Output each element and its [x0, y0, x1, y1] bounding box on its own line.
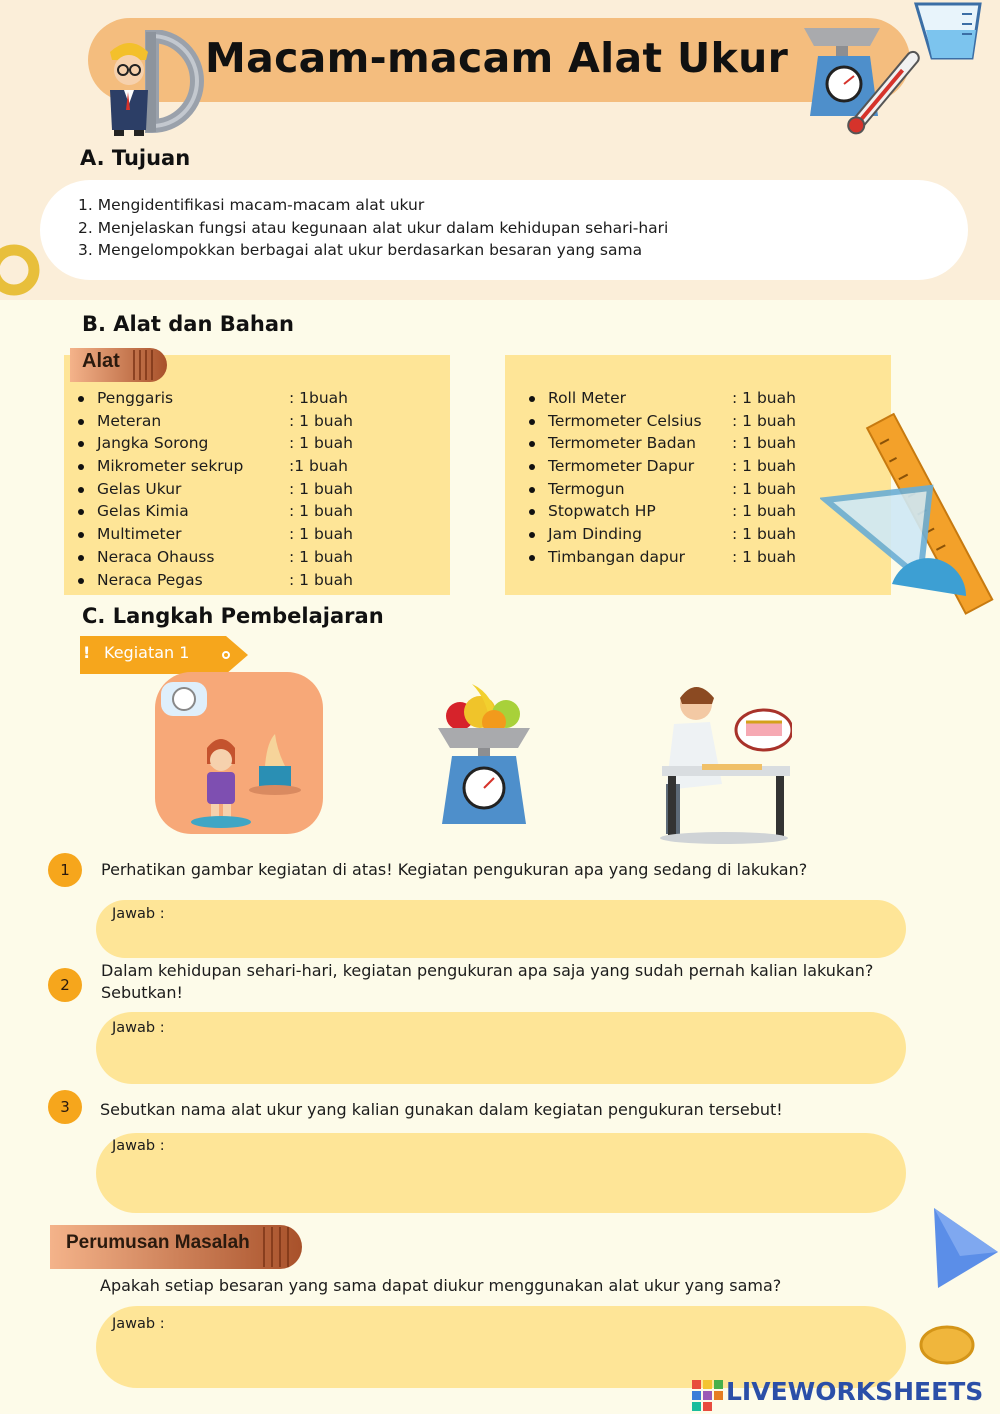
- tool-item: [97, 500, 427, 523]
- tool-quantity: : 1 buah: [732, 479, 796, 498]
- engineer-mascot-icon: [100, 30, 210, 138]
- question-text-3: Sebutkan nama alat ukur yang kalian gunakan dalam kegiatan pengukuran tersebut!: [100, 1100, 783, 1119]
- tool-quantity: : 1 buah: [732, 457, 796, 476]
- tool-name: Jangka Sorong: [97, 434, 209, 453]
- tool-name: Neraca Pegas: [97, 570, 203, 589]
- tool-item: [97, 410, 427, 433]
- answer-field-3[interactable]: [96, 1133, 906, 1213]
- tool-quantity: : 1 buah: [289, 502, 353, 521]
- answer-field-1[interactable]: [96, 900, 906, 958]
- tool-name: Roll Meter: [548, 389, 626, 407]
- tool-item: [97, 387, 427, 410]
- tool-quantity: : 1 buah: [732, 411, 796, 430]
- tool-name: Termometer Dapur: [548, 457, 695, 476]
- question-number-2: 2: [48, 968, 82, 1002]
- coin-decoration-icon: [918, 1323, 976, 1367]
- tool-name: Penggaris: [97, 389, 174, 407]
- kegiatan-tag-mark: !: [83, 643, 91, 662]
- tool-quantity: : 1 buah: [289, 570, 353, 589]
- question-number-3: 3: [48, 1090, 82, 1124]
- liveworksheets-logo-icon: [690, 1378, 726, 1412]
- tool-quantity: :1 buah: [289, 457, 348, 476]
- tool-item: [97, 523, 427, 546]
- answer-label-3: Jawab :: [112, 1138, 165, 1154]
- tool-quantity: : 1 buah: [289, 479, 353, 498]
- tool-item: [97, 432, 427, 455]
- liveworksheets-watermark: LIVEWORKSHEETS: [726, 1377, 984, 1406]
- problem-formulation-label: Perumusan Masalah: [66, 1232, 250, 1253]
- kegiatan-tag-label: Kegiatan 1: [104, 643, 190, 662]
- question-text-1: Perhatikan gambar kegiatan di atas! Kegiatan pengukuran apa yang sedang di lakukan?: [101, 860, 808, 879]
- tool-name: Gelas Kimia: [97, 502, 189, 521]
- section-a-heading: A. Tujuan: [80, 146, 191, 170]
- tool-name: Timbangan dapur: [548, 547, 686, 566]
- tool-quantity: : 1 buah: [289, 434, 353, 453]
- tool-name: Mikrometer sekrup: [97, 457, 244, 476]
- tools-list-left: [97, 387, 427, 591]
- goal-item: 3. Mengelompokkan berbagai alat ukur berdasarkan besaran yang sama: [78, 241, 643, 260]
- tool-quantity: : 1 buah: [289, 547, 353, 566]
- tool-quantity: : 1 buah: [732, 502, 796, 521]
- fruit-on-scale-picture: [432, 674, 536, 828]
- problem-question-text: Apakah setiap besaran yang sama dapat diukur menggunakan alat ukur yang sama?: [100, 1276, 782, 1295]
- question-text-2: Dalam kehidupan sehari-hari, kegiatan pengukuran apa saja yang sudah pernah kalian lakukan? Sebutkan!: [101, 961, 874, 1002]
- goals-list: [78, 194, 668, 262]
- answer-label-1: Jawab :: [112, 906, 165, 922]
- cone-decoration-icon: [930, 1206, 1000, 1290]
- tool-name: Meteran: [97, 411, 162, 430]
- question-number-1: 1: [48, 853, 82, 887]
- page-title: Macam-macam Alat Ukur: [205, 34, 789, 82]
- ruler-triangle-icon: [820, 408, 1000, 616]
- goal-item: 1. Mengidentifikasi macam-macam alat ukur: [78, 196, 425, 214]
- goal-item: 2. Menjelaskan fungsi atau kegunaan alat ukur dalam kehidupan sehari-hari: [78, 218, 669, 237]
- tool-quantity: : 1 buah: [732, 389, 796, 407]
- answer-label-2: Jawab :: [112, 1020, 165, 1036]
- tool-item: [548, 387, 878, 410]
- tool-name: Termometer Badan: [548, 434, 696, 453]
- tool-item: [97, 455, 427, 478]
- tool-quantity: : 1 buah: [732, 434, 796, 453]
- tool-quantity: : 1 buah: [289, 411, 353, 430]
- alat-tag-label: Alat: [82, 350, 120, 372]
- section-b-heading: B. Alat dan Bahan: [82, 312, 294, 336]
- tool-quantity: : 1buah: [289, 389, 348, 407]
- scientist-measuring-picture: [652, 674, 792, 846]
- tool-name: Neraca Ohauss: [97, 547, 215, 566]
- tool-item: [97, 546, 427, 569]
- tool-name: Termogun: [548, 479, 625, 498]
- tool-item: [97, 569, 427, 592]
- section-c-heading: C. Langkah Pembelajaran: [82, 604, 384, 628]
- answer-field-2[interactable]: [96, 1012, 906, 1084]
- tool-name: Multimeter: [97, 525, 182, 544]
- tool-name: Jam Dinding: [548, 525, 642, 544]
- tool-quantity: : 1 buah: [732, 525, 796, 544]
- tool-item: [97, 478, 427, 501]
- ring-decoration-icon: [0, 242, 46, 298]
- answer-field-problem[interactable]: [96, 1306, 906, 1388]
- tool-name: Stopwatch HP: [548, 502, 656, 521]
- tool-name: Gelas Ukur: [97, 479, 182, 498]
- tool-quantity: : 1 buah: [732, 547, 796, 566]
- weighing-scale-icon: [800, 12, 920, 142]
- girl-on-scale-picture: [155, 672, 323, 834]
- answer-label-problem: Jawab :: [112, 1316, 165, 1332]
- tool-name: Termometer Celsius: [548, 411, 702, 430]
- measuring-cup-icon: [910, 0, 990, 62]
- tool-quantity: : 1 buah: [289, 525, 353, 544]
